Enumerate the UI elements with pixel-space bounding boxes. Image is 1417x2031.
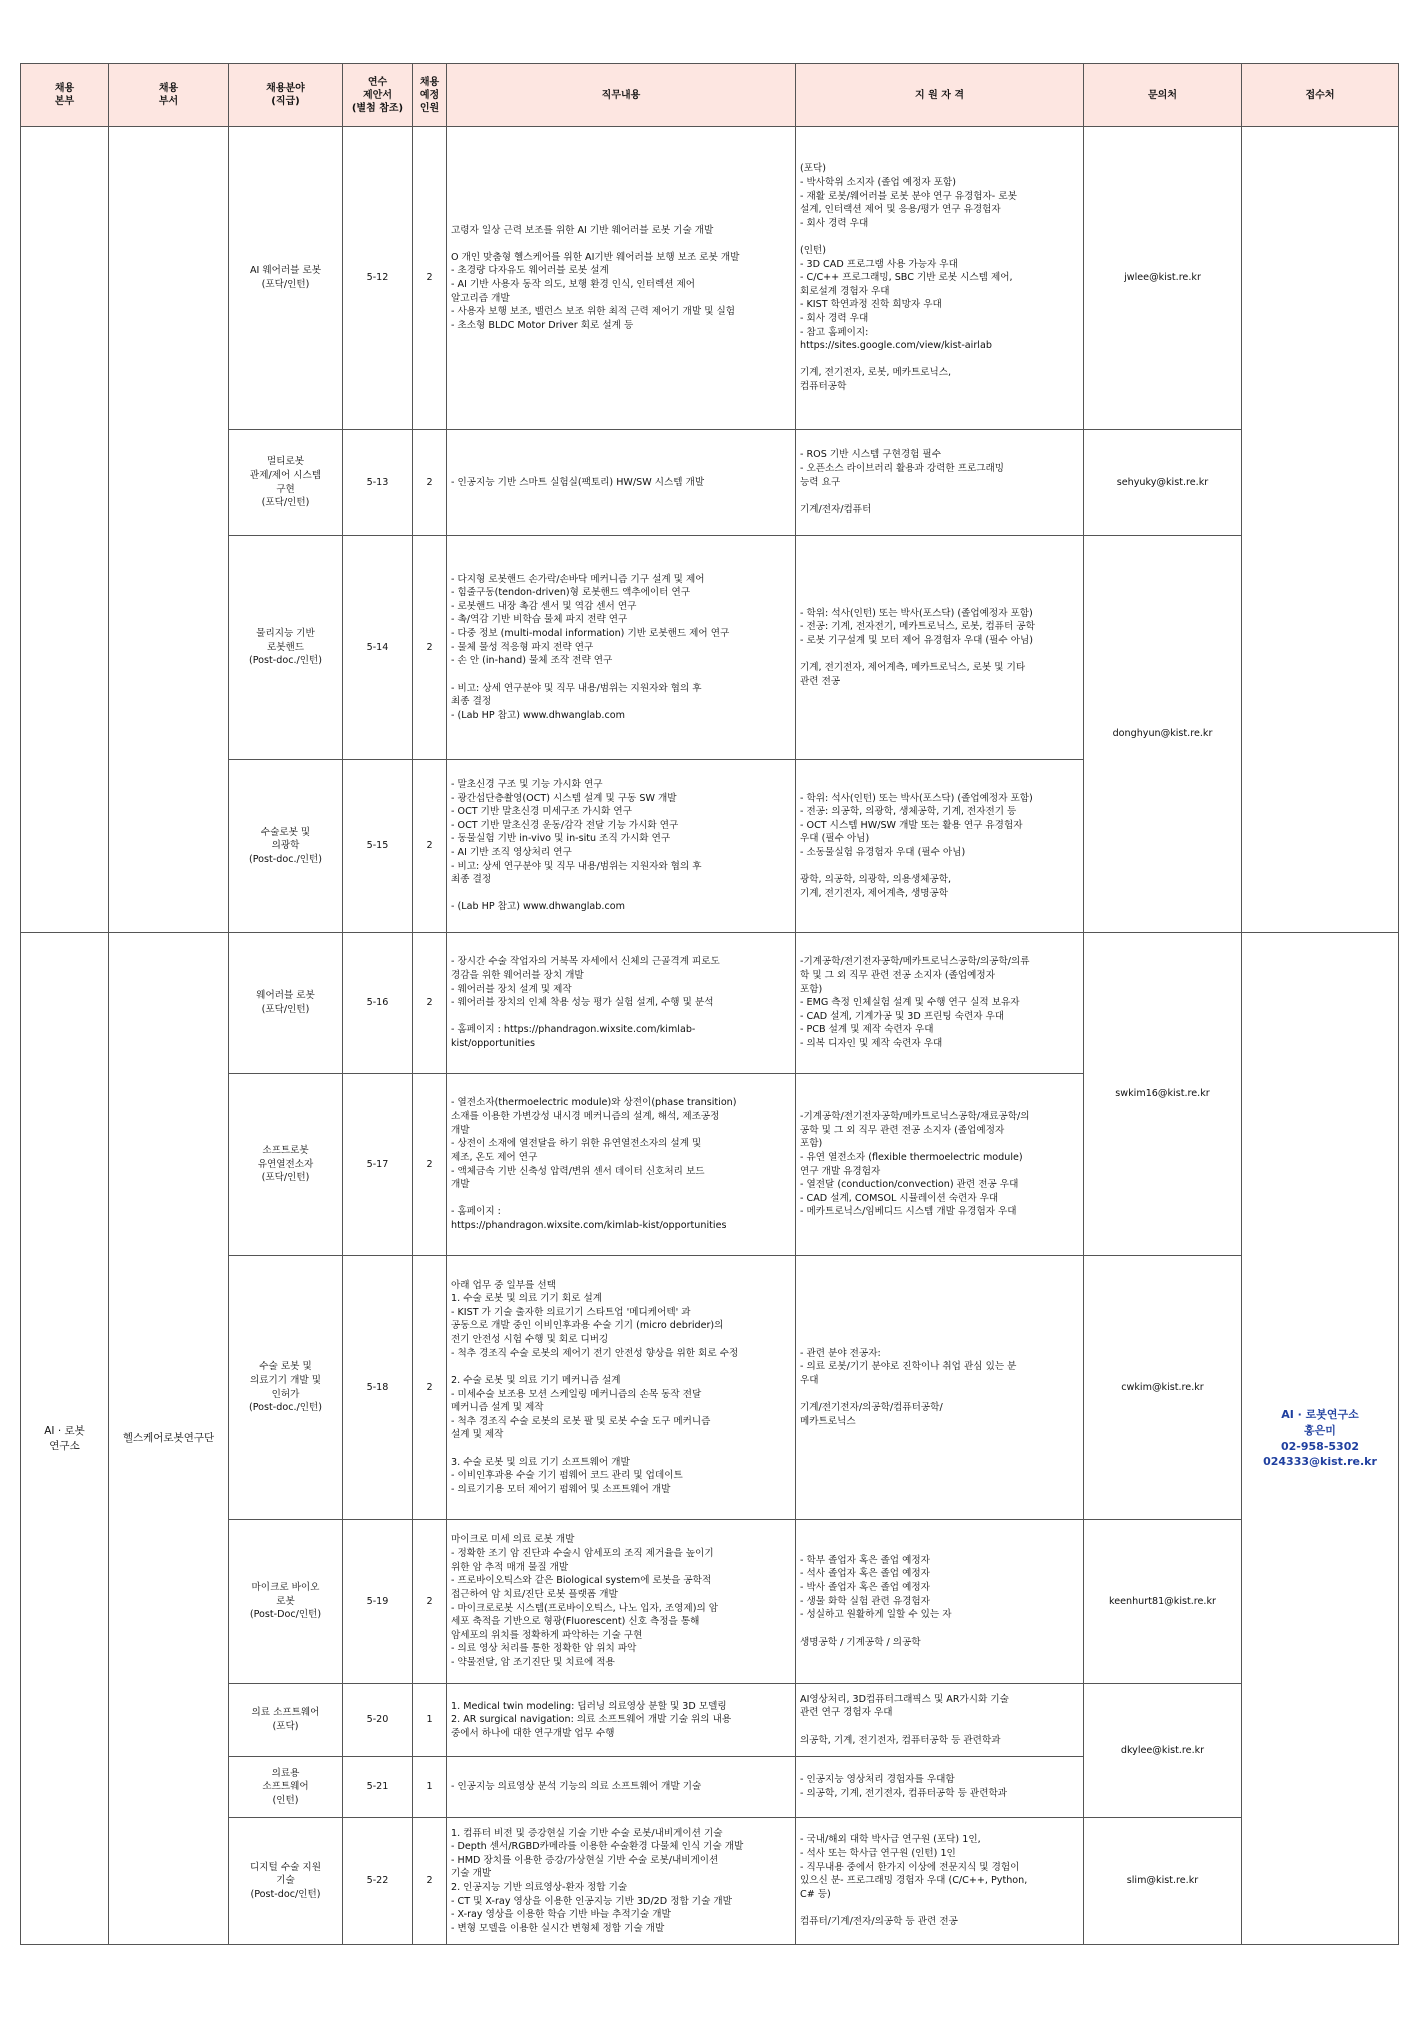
header-field: 채용분야 (직급) xyxy=(229,64,343,127)
code-cell: 5-16 xyxy=(343,933,413,1074)
code-cell: 5-22 xyxy=(343,1818,413,1945)
qualifications-cell: - 학위: 석사(인턴) 또는 박사(포스닥) (졸업예정자 포함) - 전공: 기계, 전자전기, 메카트로닉스, 로봇, 컴퓨터 공학 - 로봇 기구설계 및 모터 제어 유경험자 우대 (필수 아님) 기계, 전기전자, 제어계측, 메카트로닉스, 로봇 및 기타 관련 전공 xyxy=(796,536,1084,760)
qualifications-cell: - ROS 기반 시스템 구현경험 필수 - 오픈소스 라이브러리 활용과 강력한 프로그래밍 능력 요구 기계/전자/컴퓨터 xyxy=(796,430,1084,536)
qualifications-cell: - 관련 분야 전공자: - 의료 로봇/기기 분야로 진학이나 취업 관심 있는 분 우대 기계/전기전자/의공학/컴퓨터공학/ 메카트로닉스 xyxy=(796,1256,1084,1520)
qualifications-cell: - 국내/해외 대학 박사급 연구원 (포닥) 1인, - 석사 또는 학사급 연구원 (인턴) 1인 - 직무내용 중에서 한가지 이상에 전문지식 및 경험이 있으신 분- 프로그래밍 경험자 우대 (C/C++, Python, C# 등) 컴퓨터/기계/전자/의공학 등 관련 전공 xyxy=(796,1818,1084,1945)
headquarters-cell-top xyxy=(21,127,109,933)
qualifications-cell: - 학위: 석사(인턴) 또는 박사(포스닥) (졸업예정자 포함) - 전공: 의공학, 의광학, 생체공학, 기계, 전자전기 등 - OCT 시스템 HW/SW 개발 또는 활용 연구 유경험자 우대 (필수 아님) - 소동물실험 유경험자 우대 (필수 아님) 광학, 의공학, 의광학, 의용생체공학, 기계, 전기전자, 제어계측, 생명공학 xyxy=(796,760,1084,933)
code-cell: 5-15 xyxy=(343,760,413,933)
department-cell-top xyxy=(109,127,229,933)
qualifications-cell: - 학부 졸업자 혹은 졸업 예정자 - 석사 졸업자 혹은 졸업 예정자 - 박사 졸업자 혹은 졸업 예정자 - 생물 화학 실험 관련 유경험자 - 성실하고 원활하게 일할 수 있는 자 생명공학 / 기계공학 / 의공학 xyxy=(796,1520,1084,1684)
contact-cell[interactable]: keenhurt81@kist.re.kr xyxy=(1084,1520,1242,1684)
table-row xyxy=(21,933,1399,1074)
code-cell: 5-12 xyxy=(343,127,413,430)
field-cell: 웨어러블 로봇 (포닥/인턴) xyxy=(229,933,343,1074)
count-cell: 2 xyxy=(413,1818,447,1945)
header-row xyxy=(21,64,1399,127)
qualifications-cell: - 인공지능 영상처리 경험자를 우대함 - 의공학, 기계, 전기전자, 컴퓨터공학 등 관련학과 xyxy=(796,1757,1084,1818)
contact-cell[interactable]: dkylee@kist.re.kr xyxy=(1084,1684,1242,1818)
headquarters-cell: AI · 로봇 연구소 xyxy=(21,933,109,1945)
contact-cell[interactable]: sehyuky@kist.re.kr xyxy=(1084,430,1242,536)
header-headquarters: 채용 본부 xyxy=(21,64,109,127)
recruitment-table xyxy=(20,63,1399,1945)
field-cell: 수술 로봇 및 의료기기 개발 및 인허가 (Post-doc./인턴) xyxy=(229,1256,343,1520)
duties-cell: 1. Medical twin modeling: 딥러닝 의료영상 분할 및 3D 모델링 2. AR surgical navigation: 의료 소프트웨어 개발 기술 위의 내용 중에서 하나에 대한 연구개발 업무 수행 xyxy=(447,1684,796,1757)
duties-cell: 1. 컴퓨터 비전 및 증강현실 기술 기반 수술 로봇/내비게이션 기술 - Depth 센서/RGBD카메라를 이용한 수술환경 다물체 인식 기술 개발 - HMD 장치를 이용한 증강/가상현실 기반 수술 로봇/내비게이션 기술 개발 2. 인공지능 기반 의료영상-환자 정합 기술 - CT 및 X-ray 영상을 이용한 인공지능 기반 3D/2D 정합 기술 개발 - X-ray 영상을 이용한 학습 기반 바늘 추적기술 개발 - 변형 모델을 이용한 실시간 변형체 정합 기술 개발 xyxy=(447,1818,796,1945)
header-duties: 직무내용 xyxy=(447,64,796,127)
count-cell: 1 xyxy=(413,1757,447,1818)
field-cell: 소프트로봇 유연열전소자 (포닥/인턴) xyxy=(229,1074,343,1256)
reception-name: 홍은미 xyxy=(1304,1423,1336,1437)
count-cell: 2 xyxy=(413,536,447,760)
code-cell: 5-19 xyxy=(343,1520,413,1684)
header-reception: 접수처 xyxy=(1242,64,1399,127)
code-cell: 5-17 xyxy=(343,1074,413,1256)
count-cell: 2 xyxy=(413,430,447,536)
count-cell: 2 xyxy=(413,127,447,430)
reception-org: AI · 로봇연구소 xyxy=(1281,1407,1359,1421)
count-cell: 2 xyxy=(413,1256,447,1520)
count-cell: 1 xyxy=(413,1684,447,1757)
reception-cell-top xyxy=(1242,127,1399,933)
code-cell: 5-14 xyxy=(343,536,413,760)
contact-cell[interactable]: cwkim@kist.re.kr xyxy=(1084,1256,1242,1520)
duties-cell: - 장시간 수술 작업자의 거북목 자세에서 신체의 근골격계 피로도 경감을 위한 웨어러블 장치 개발 - 웨어러블 장치 설계 및 제작 - 웨어러블 장치의 인체 착용 성능 평가 실험 설계, 수행 및 분석 - 홈페이지 : https://phandragon.wixsite.com/kimlab- kist/opportunities xyxy=(447,933,796,1074)
qualifications-cell: (포닥) - 박사학위 소지자 (졸업 예정자 포함) - 재활 로봇/웨어러블 로봇 분야 연구 유경험자- 로봇 설계, 인터랙션 제어 및 응용/평가 연구 유경험자 - 회사 경력 우대 (인턴) - 3D CAD 프로그램 사용 가능자 우대 - C/C++ 프로그래밍, SBC 기반 로봇 시스템 제어, 회로설계 경험자 우대 - KIST 학연과정 진학 희망자 우대 - 회사 경력 우대 - 참고 홈페이지: https://sites.google.com/view/kist-airlab 기계, 전기전자, 로봇, 메카트로닉스, 컴퓨터공학 xyxy=(796,127,1084,430)
count-cell: 2 xyxy=(413,1074,447,1256)
header-count: 채용 예정 인원 xyxy=(413,64,447,127)
contact-cell[interactable]: swkim16@kist.re.kr xyxy=(1084,933,1242,1256)
code-cell: 5-13 xyxy=(343,430,413,536)
count-cell: 2 xyxy=(413,933,447,1074)
duties-cell: - 인공지능 기반 스마트 실험실(팩토리) HW/SW 시스템 개발 xyxy=(447,430,796,536)
contact-cell[interactable]: donghyun@kist.re.kr xyxy=(1084,536,1242,933)
duties-cell: - 인공지능 의료영상 분석 기능의 의료 소프트웨어 개발 기술 xyxy=(447,1757,796,1818)
department-cell: 헬스케어로봇연구단 xyxy=(109,933,229,1945)
header-contact: 문의처 xyxy=(1084,64,1242,127)
count-cell: 2 xyxy=(413,1520,447,1684)
code-cell: 5-21 xyxy=(343,1757,413,1818)
reception-email[interactable]: 024333@kist.re.kr xyxy=(1263,1455,1377,1469)
count-cell: 2 xyxy=(413,760,447,933)
qualifications-cell: -기계공학/전기전자공학/메카트로닉스공학/의공학/의류 학 및 그 외 직무 관련 전공 소지자 (졸업예정자 포함) - EMG 측정 인체실험 설계 및 수행 연구 실적 보유자 - CAD 설계, 기계가공 및 3D 프린팅 숙련자 우대 - PCB 설계 및 제작 숙련자 우대 - 의복 디자인 및 제작 숙련자 우대 xyxy=(796,933,1084,1074)
header-department: 채용 부서 xyxy=(109,64,229,127)
field-cell: 마이크로 바이오 로봇 (Post-Doc/인턴) xyxy=(229,1520,343,1684)
table-row xyxy=(21,127,1399,430)
contact-cell[interactable]: jwlee@kist.re.kr xyxy=(1084,127,1242,430)
duties-cell: - 말초신경 구조 및 기능 가시화 연구 - 광간섭단층촬영(OCT) 시스템 설계 및 구동 SW 개발 - OCT 기반 말초신경 미세구조 가시화 연구 - OCT 기반 말초신경 운동/감각 전달 기능 가시화 연구 - 동물실험 기반 in-vivo 및 in-situ 조직 가시화 연구 - AI 기반 조직 영상처리 연구 - 비고: 상세 연구분야 및 직무 내용/범위는 지원자와 협의 후 최종 결정 - (Lab HP 참고) www.dhwanglab.com xyxy=(447,760,796,933)
reception-cell xyxy=(1242,933,1399,1945)
duties-cell: - 다지형 로봇핸드 손가락/손바닥 메커니즘 기구 설계 및 제어 - 힘줄구동(tendon-driven)형 로봇핸드 액추에이터 연구 - 로봇핸드 내장 촉감 센서 및 역감 센서 연구 - 촉/역감 기반 비학습 물체 파지 전략 연구 - 다중 정보 (multi-modal information) 기반 로봇핸드 제어 연구 - 물체 물성 적응형 파지 전략 연구 - 손 안 (in-hand) 물체 조작 전략 연구 - 비고: 상세 연구분야 및 직무 내용/범위는 지원자와 협의 후 최종 결정 - (Lab HP 참고) www.dhwanglab.com xyxy=(447,536,796,760)
field-cell: 의료용 소프트웨어 (인턴) xyxy=(229,1757,343,1818)
header-qualifications: 지 원 자 격 xyxy=(796,64,1084,127)
field-cell: AI 웨어러블 로봇 (포닥/인턴) xyxy=(229,127,343,430)
duties-cell: 고령자 일상 근력 보조를 위한 AI 기반 웨어러블 로봇 기술 개발 O 개인 맞춤형 헬스케어를 위한 AI기반 웨어러블 보행 보조 로봇 개발 - 초경량 다자유도 웨어러블 로봇 설계 - AI 기반 사용자 동작 의도, 보행 환경 인식, 인터렉션 제어 알고리즘 개발 - 사용자 보행 보조, 밸런스 보조 위한 최적 근력 제어기 개발 및 실험 - 초소형 BLDC Motor Driver 회로 설계 등 xyxy=(447,127,796,430)
code-cell: 5-18 xyxy=(343,1256,413,1520)
field-cell: 멀티로봇 관제/제어 시스템 구현 (포닥/인턴) xyxy=(229,430,343,536)
qualifications-cell: AI영상처리, 3D컴퓨터그래픽스 및 AR가시화 기술 관련 연구 경험자 우대 의공학, 기계, 전기전자, 컴퓨터공학 등 관련학과 xyxy=(796,1684,1084,1757)
duties-cell: - 열전소자(thermoelectric module)와 상전이(phase transition) 소재를 이용한 가변강성 내시경 메커니즘의 설계, 해석, 제조공정 개발 - 상전이 소재에 열전달을 하기 위한 유연열전소자의 설계 및 제조, 온도 제어 연구 - 액체금속 기반 신축성 압력/변위 센서 데이터 신호처리 보드 개발 - 홈페이지 : https://phandragon.wixsite.com/kimlab-kist/opportunities xyxy=(447,1074,796,1256)
header-proposal: 연수 제안서 (별첨 참조) xyxy=(343,64,413,127)
code-cell: 5-20 xyxy=(343,1684,413,1757)
qualifications-cell: -기계공학/전기전자공학/메카트로닉스공학/재료공학/의 공학 및 그 외 직무 관련 전공 소지자 (졸업예정자 포함) - 유연 열전소자 (flexible thermoelectric module) 연구 개발 유경험자 - 열전달 (conduction/convection) 관련 전공 우대 - CAD 설계, COMSOL 시뮬레이션 숙련자 우대 - 메카트로닉스/임베디드 시스템 개발 유경험자 우대 xyxy=(796,1074,1084,1256)
duties-cell: 아래 업무 중 일부를 선택 1. 수술 로봇 및 의료 기기 회로 설계 - KIST 가 기술 출자한 의료기기 스타트업 '메디케어텍' 과 공동으로 개발 중인 이비인후과용 수술 기기 (micro debrider)의 전기 안전성 시험 수행 및 회로 디버깅 - 척추 경조직 수술 로봇의 제어기 전기 안전성 향상을 위한 회로 수정 2. 수술 로봇 및 의료 기기 메커니즘 설계 - 미세수술 보조용 모션 스케일링 메커니즘의 손목 동작 전달 메커니즘 설계 및 제작 - 척추 경조직 수술 로봇의 로봇 팔 및 로봇 수술 도구 메커니즘 설계 및 제작 3. 수술 로봇 및 의료 기기 소프트웨어 개발 - 이비인후과용 수술 기기 펌웨어 코드 관리 및 업데이트 - 의료기기용 모터 제어기 펌웨어 및 소프트웨어 개발 xyxy=(447,1256,796,1520)
field-cell: 물리지능 기반 로봇핸드 (Post-doc./인턴) xyxy=(229,536,343,760)
field-cell: 의료 소프트웨어 (포닥) xyxy=(229,1684,343,1757)
field-cell: 디지털 수술 지원 기술 (Post-doc/인턴) xyxy=(229,1818,343,1945)
contact-cell[interactable]: slim@kist.re.kr xyxy=(1084,1818,1242,1945)
field-cell: 수술로봇 및 의광학 (Post-doc./인턴) xyxy=(229,760,343,933)
duties-cell: 마이크로 미세 의료 로봇 개발 - 정확한 조기 암 진단과 수술시 암세포의 조직 제거율을 높이기 위한 암 추적 매개 물질 개발 - 프로바이오틱스와 같은 Biological system에 로봇을 공학적 접근하여 암 치료/진단 로봇 플랫폼 개발 - 마이크로로봇 시스템(프로바이오틱스, 나노 입자, 조영제)의 암 세포 축적을 기반으로 형광(Fluorescent) 신호 측정을 통해 암세포의 위치를 정확하게 파악하는 기술 구현 - 의료 영상 처리를 통한 정확한 암 위치 파악 - 약물전달, 암 조기진단 및 치료에 적용 xyxy=(447,1520,796,1684)
reception-phone[interactable]: 02-958-5302 xyxy=(1280,1439,1359,1453)
